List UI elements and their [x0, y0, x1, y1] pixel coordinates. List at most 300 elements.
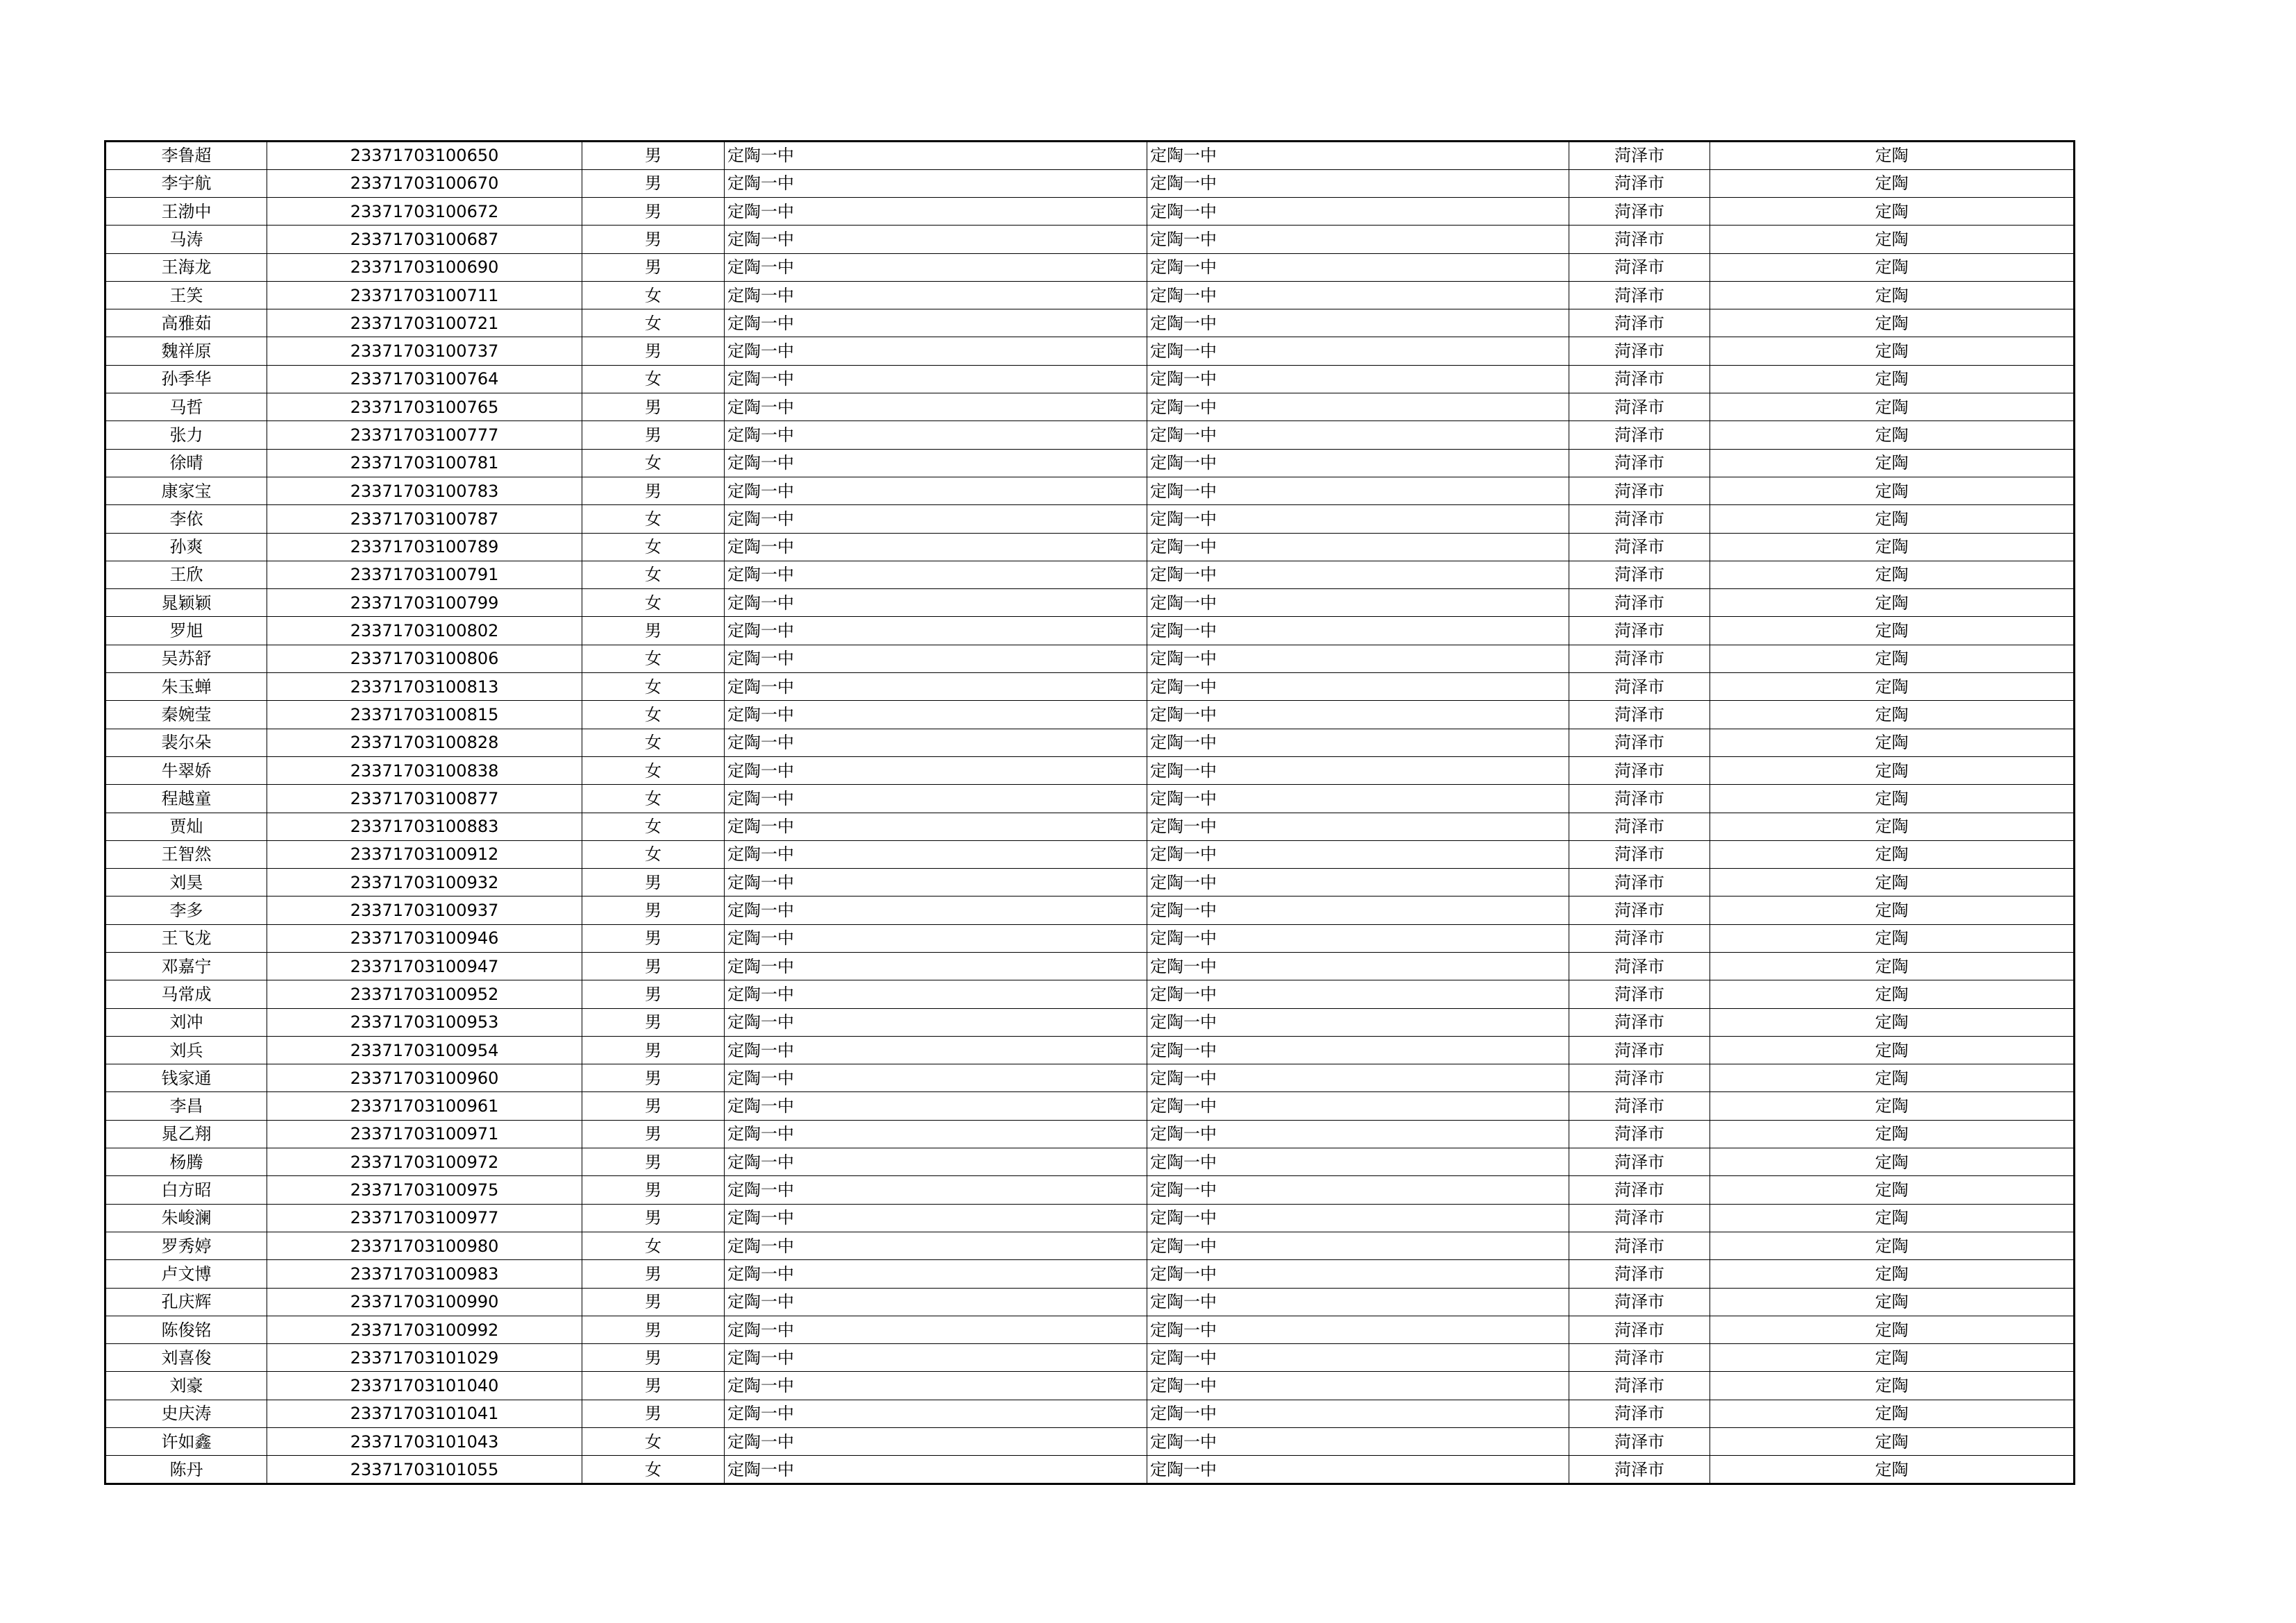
table-row	[105, 1316, 2075, 1343]
gender-cell: 女	[582, 533, 725, 561]
gender-cell: 男	[582, 1260, 725, 1288]
registered-school-cell: 定陶一中	[1147, 561, 1569, 588]
county-cell: 定陶	[1710, 253, 2075, 281]
city-cell: 菏泽市	[1569, 1260, 1710, 1288]
county-cell: 定陶	[1710, 1456, 2075, 1484]
gender-cell: 女	[582, 673, 725, 701]
name-cell: 朱峻澜	[105, 1204, 267, 1232]
school-cell: 定陶一中	[725, 142, 1147, 170]
county-cell: 定陶	[1710, 589, 2075, 617]
exam-id-cell: 23371703101055	[267, 1456, 582, 1484]
county-cell: 定陶	[1710, 1400, 2075, 1427]
city-cell: 菏泽市	[1569, 226, 1710, 253]
gender-cell: 男	[582, 1064, 725, 1092]
table-row	[105, 701, 2075, 729]
registered-school-cell: 定陶一中	[1147, 729, 1569, 756]
exam-id-cell: 23371703100813	[267, 673, 582, 701]
school-cell: 定陶一中	[725, 1288, 1147, 1316]
city-cell: 菏泽市	[1569, 1428, 1710, 1456]
city-cell: 菏泽市	[1569, 253, 1710, 281]
county-cell: 定陶	[1710, 1092, 2075, 1120]
city-cell: 菏泽市	[1569, 953, 1710, 980]
county-cell: 定陶	[1710, 701, 2075, 729]
city-cell: 菏泽市	[1569, 1456, 1710, 1484]
exam-id-cell: 23371703100937	[267, 897, 582, 924]
county-cell: 定陶	[1710, 169, 2075, 197]
registered-school-cell: 定陶一中	[1147, 953, 1569, 980]
county-cell: 定陶	[1710, 337, 2075, 365]
name-cell: 王欣	[105, 561, 267, 588]
registered-school-cell: 定陶一中	[1147, 477, 1569, 504]
city-cell: 菏泽市	[1569, 1036, 1710, 1064]
name-cell: 陈俊铭	[105, 1316, 267, 1343]
table-row	[105, 1232, 2075, 1259]
county-cell: 定陶	[1710, 477, 2075, 504]
county-cell: 定陶	[1710, 617, 2075, 645]
city-cell: 菏泽市	[1569, 701, 1710, 729]
table-row	[105, 337, 2075, 365]
exam-id-cell: 23371703100802	[267, 617, 582, 645]
gender-cell: 男	[582, 617, 725, 645]
gender-cell: 男	[582, 1344, 725, 1372]
school-cell: 定陶一中	[725, 980, 1147, 1008]
county-cell: 定陶	[1710, 980, 2075, 1008]
gender-cell: 男	[582, 142, 725, 170]
city-cell: 菏泽市	[1569, 645, 1710, 672]
table-row	[105, 281, 2075, 309]
city-cell: 菏泽市	[1569, 1372, 1710, 1400]
county-cell: 定陶	[1710, 729, 2075, 756]
county-cell: 定陶	[1710, 226, 2075, 253]
registered-school-cell: 定陶一中	[1147, 1316, 1569, 1343]
table-row	[105, 1288, 2075, 1316]
table-row	[105, 953, 2075, 980]
exam-id-cell: 23371703100992	[267, 1316, 582, 1343]
city-cell: 菏泽市	[1569, 421, 1710, 449]
table-row	[105, 393, 2075, 421]
exam-id-cell: 23371703100764	[267, 365, 582, 393]
exam-id-cell: 23371703100961	[267, 1092, 582, 1120]
registered-school-cell: 定陶一中	[1147, 1008, 1569, 1036]
school-cell: 定陶一中	[725, 589, 1147, 617]
school-cell: 定陶一中	[725, 701, 1147, 729]
exam-id-cell: 23371703100791	[267, 561, 582, 588]
registered-school-cell: 定陶一中	[1147, 1400, 1569, 1427]
table-row	[105, 673, 2075, 701]
name-cell: 晁乙翔	[105, 1120, 267, 1148]
name-cell: 秦婉莹	[105, 701, 267, 729]
name-cell: 刘兵	[105, 1036, 267, 1064]
exam-id-cell: 23371703100971	[267, 1120, 582, 1148]
exam-id-cell: 23371703100977	[267, 1204, 582, 1232]
registered-school-cell: 定陶一中	[1147, 449, 1569, 477]
school-cell: 定陶一中	[725, 953, 1147, 980]
name-cell: 李多	[105, 897, 267, 924]
exam-id-cell: 23371703100972	[267, 1148, 582, 1176]
gender-cell: 女	[582, 505, 725, 533]
registered-school-cell: 定陶一中	[1147, 1260, 1569, 1288]
name-cell: 王海龙	[105, 253, 267, 281]
registered-school-cell: 定陶一中	[1147, 365, 1569, 393]
school-cell: 定陶一中	[725, 785, 1147, 813]
exam-id-cell: 23371703100672	[267, 197, 582, 225]
school-cell: 定陶一中	[725, 673, 1147, 701]
school-cell: 定陶一中	[725, 253, 1147, 281]
county-cell: 定陶	[1710, 533, 2075, 561]
gender-cell: 男	[582, 1176, 725, 1204]
county-cell: 定陶	[1710, 1288, 2075, 1316]
registered-school-cell: 定陶一中	[1147, 673, 1569, 701]
name-cell: 孙爽	[105, 533, 267, 561]
registered-school-cell: 定陶一中	[1147, 1064, 1569, 1092]
table-row	[105, 617, 2075, 645]
name-cell: 李依	[105, 505, 267, 533]
registered-school-cell: 定陶一中	[1147, 924, 1569, 952]
school-cell: 定陶一中	[725, 756, 1147, 784]
table-row	[105, 1008, 2075, 1036]
gender-cell: 女	[582, 1456, 725, 1484]
county-cell: 定陶	[1710, 645, 2075, 672]
city-cell: 菏泽市	[1569, 309, 1710, 337]
gender-cell: 女	[582, 281, 725, 309]
city-cell: 菏泽市	[1569, 756, 1710, 784]
gender-cell: 男	[582, 924, 725, 952]
gender-cell: 女	[582, 365, 725, 393]
gender-cell: 男	[582, 980, 725, 1008]
school-cell: 定陶一中	[725, 1148, 1147, 1176]
name-cell: 吴苏舒	[105, 645, 267, 672]
county-cell: 定陶	[1710, 1008, 2075, 1036]
school-cell: 定陶一中	[725, 1176, 1147, 1204]
school-cell: 定陶一中	[725, 365, 1147, 393]
registered-school-cell: 定陶一中	[1147, 617, 1569, 645]
school-cell: 定陶一中	[725, 1456, 1147, 1484]
county-cell: 定陶	[1710, 953, 2075, 980]
county-cell: 定陶	[1710, 309, 2075, 337]
student-table	[104, 140, 2075, 1485]
county-cell: 定陶	[1710, 1372, 2075, 1400]
county-cell: 定陶	[1710, 1036, 2075, 1064]
table-row	[105, 561, 2075, 588]
registered-school-cell: 定陶一中	[1147, 645, 1569, 672]
gender-cell: 男	[582, 897, 725, 924]
name-cell: 杨腾	[105, 1148, 267, 1176]
gender-cell: 女	[582, 701, 725, 729]
county-cell: 定陶	[1710, 897, 2075, 924]
city-cell: 菏泽市	[1569, 1176, 1710, 1204]
city-cell: 菏泽市	[1569, 1120, 1710, 1148]
name-cell: 孙季华	[105, 365, 267, 393]
city-cell: 菏泽市	[1569, 813, 1710, 840]
gender-cell: 女	[582, 785, 725, 813]
county-cell: 定陶	[1710, 1148, 2075, 1176]
school-cell: 定陶一中	[725, 1008, 1147, 1036]
county-cell: 定陶	[1710, 1260, 2075, 1288]
exam-id-cell: 23371703100983	[267, 1260, 582, 1288]
exam-id-cell: 23371703100687	[267, 226, 582, 253]
name-cell: 邓嘉宁	[105, 953, 267, 980]
gender-cell: 男	[582, 1036, 725, 1064]
table-row	[105, 840, 2075, 868]
school-cell: 定陶一中	[725, 1428, 1147, 1456]
school-cell: 定陶一中	[725, 869, 1147, 897]
name-cell: 贾灿	[105, 813, 267, 840]
school-cell: 定陶一中	[725, 1316, 1147, 1343]
gender-cell: 男	[582, 169, 725, 197]
gender-cell: 男	[582, 421, 725, 449]
registered-school-cell: 定陶一中	[1147, 337, 1569, 365]
registered-school-cell: 定陶一中	[1147, 1176, 1569, 1204]
city-cell: 菏泽市	[1569, 1288, 1710, 1316]
gender-cell: 男	[582, 1120, 725, 1148]
table-row	[105, 1176, 2075, 1204]
name-cell: 朱玉蝉	[105, 673, 267, 701]
school-cell: 定陶一中	[725, 337, 1147, 365]
county-cell: 定陶	[1710, 756, 2075, 784]
name-cell: 马涛	[105, 226, 267, 253]
city-cell: 菏泽市	[1569, 169, 1710, 197]
county-cell: 定陶	[1710, 449, 2075, 477]
table-row	[105, 1260, 2075, 1288]
city-cell: 菏泽市	[1569, 673, 1710, 701]
city-cell: 菏泽市	[1569, 785, 1710, 813]
city-cell: 菏泽市	[1569, 365, 1710, 393]
county-cell: 定陶	[1710, 393, 2075, 421]
registered-school-cell: 定陶一中	[1147, 897, 1569, 924]
county-cell: 定陶	[1710, 561, 2075, 588]
table-row	[105, 1092, 2075, 1120]
table-row	[105, 813, 2075, 840]
registered-school-cell: 定陶一中	[1147, 813, 1569, 840]
gender-cell: 男	[582, 1316, 725, 1343]
school-cell: 定陶一中	[725, 505, 1147, 533]
registered-school-cell: 定陶一中	[1147, 1344, 1569, 1372]
registered-school-cell: 定陶一中	[1147, 589, 1569, 617]
registered-school-cell: 定陶一中	[1147, 840, 1569, 868]
registered-school-cell: 定陶一中	[1147, 1232, 1569, 1259]
city-cell: 菏泽市	[1569, 589, 1710, 617]
name-cell: 刘冲	[105, 1008, 267, 1036]
school-cell: 定陶一中	[725, 421, 1147, 449]
county-cell: 定陶	[1710, 1064, 2075, 1092]
school-cell: 定陶一中	[725, 645, 1147, 672]
name-cell: 魏祥原	[105, 337, 267, 365]
table-row	[105, 1456, 2075, 1484]
exam-id-cell: 23371703100953	[267, 1008, 582, 1036]
registered-school-cell: 定陶一中	[1147, 1428, 1569, 1456]
exam-id-cell: 23371703100960	[267, 1064, 582, 1092]
table-row	[105, 897, 2075, 924]
name-cell: 许如鑫	[105, 1428, 267, 1456]
school-cell: 定陶一中	[725, 1064, 1147, 1092]
exam-id-cell: 23371703100806	[267, 645, 582, 672]
exam-id-cell: 23371703100670	[267, 169, 582, 197]
registered-school-cell: 定陶一中	[1147, 142, 1569, 170]
name-cell: 李昌	[105, 1092, 267, 1120]
county-cell: 定陶	[1710, 840, 2075, 868]
gender-cell: 男	[582, 1400, 725, 1427]
registered-school-cell: 定陶一中	[1147, 1092, 1569, 1120]
name-cell: 徐晴	[105, 449, 267, 477]
name-cell: 罗秀婷	[105, 1232, 267, 1259]
exam-id-cell: 23371703100815	[267, 701, 582, 729]
city-cell: 菏泽市	[1569, 477, 1710, 504]
registered-school-cell: 定陶一中	[1147, 505, 1569, 533]
exam-id-cell: 23371703100954	[267, 1036, 582, 1064]
gender-cell: 男	[582, 337, 725, 365]
registered-school-cell: 定陶一中	[1147, 1288, 1569, 1316]
county-cell: 定陶	[1710, 813, 2075, 840]
name-cell: 白方昭	[105, 1176, 267, 1204]
city-cell: 菏泽市	[1569, 1148, 1710, 1176]
name-cell: 裴尔朵	[105, 729, 267, 756]
county-cell: 定陶	[1710, 1428, 2075, 1456]
school-cell: 定陶一中	[725, 897, 1147, 924]
school-cell: 定陶一中	[725, 617, 1147, 645]
table-row	[105, 589, 2075, 617]
gender-cell: 男	[582, 253, 725, 281]
registered-school-cell: 定陶一中	[1147, 980, 1569, 1008]
county-cell: 定陶	[1710, 1204, 2075, 1232]
exam-id-cell: 23371703100952	[267, 980, 582, 1008]
gender-cell: 男	[582, 197, 725, 225]
gender-cell: 男	[582, 477, 725, 504]
exam-id-cell: 23371703100737	[267, 337, 582, 365]
table-row	[105, 1372, 2075, 1400]
school-cell: 定陶一中	[725, 729, 1147, 756]
exam-id-cell: 23371703100711	[267, 281, 582, 309]
name-cell: 王飞龙	[105, 924, 267, 952]
school-cell: 定陶一中	[725, 533, 1147, 561]
registered-school-cell: 定陶一中	[1147, 253, 1569, 281]
city-cell: 菏泽市	[1569, 197, 1710, 225]
table-row	[105, 1036, 2075, 1064]
school-cell: 定陶一中	[725, 1372, 1147, 1400]
school-cell: 定陶一中	[725, 197, 1147, 225]
city-cell: 菏泽市	[1569, 449, 1710, 477]
registered-school-cell: 定陶一中	[1147, 1204, 1569, 1232]
registered-school-cell: 定陶一中	[1147, 756, 1569, 784]
gender-cell: 女	[582, 589, 725, 617]
gender-cell: 女	[582, 1232, 725, 1259]
name-cell: 罗旭	[105, 617, 267, 645]
registered-school-cell: 定陶一中	[1147, 281, 1569, 309]
school-cell: 定陶一中	[725, 449, 1147, 477]
name-cell: 马哲	[105, 393, 267, 421]
registered-school-cell: 定陶一中	[1147, 869, 1569, 897]
county-cell: 定陶	[1710, 785, 2075, 813]
school-cell: 定陶一中	[725, 1344, 1147, 1372]
registered-school-cell: 定陶一中	[1147, 785, 1569, 813]
county-cell: 定陶	[1710, 1176, 2075, 1204]
name-cell: 陈丹	[105, 1456, 267, 1484]
school-cell: 定陶一中	[725, 1400, 1147, 1427]
exam-id-cell: 23371703100838	[267, 756, 582, 784]
city-cell: 菏泽市	[1569, 1344, 1710, 1372]
school-cell: 定陶一中	[725, 169, 1147, 197]
exam-id-cell: 23371703100883	[267, 813, 582, 840]
exam-id-cell: 23371703100947	[267, 953, 582, 980]
registered-school-cell: 定陶一中	[1147, 1372, 1569, 1400]
exam-id-cell: 23371703100781	[267, 449, 582, 477]
city-cell: 菏泽市	[1569, 1400, 1710, 1427]
registered-school-cell: 定陶一中	[1147, 226, 1569, 253]
gender-cell: 男	[582, 393, 725, 421]
registered-school-cell: 定陶一中	[1147, 533, 1569, 561]
exam-id-cell: 23371703100975	[267, 1176, 582, 1204]
table-row	[105, 645, 2075, 672]
name-cell: 王渤中	[105, 197, 267, 225]
exam-id-cell: 23371703100650	[267, 142, 582, 170]
table-row	[105, 169, 2075, 197]
name-cell: 程越童	[105, 785, 267, 813]
table-row	[105, 253, 2075, 281]
school-cell: 定陶一中	[725, 813, 1147, 840]
table-row	[105, 449, 2075, 477]
gender-cell: 男	[582, 1288, 725, 1316]
name-cell: 高雅茹	[105, 309, 267, 337]
table-row	[105, 1204, 2075, 1232]
school-cell: 定陶一中	[725, 226, 1147, 253]
gender-cell: 女	[582, 645, 725, 672]
registered-school-cell: 定陶一中	[1147, 701, 1569, 729]
city-cell: 菏泽市	[1569, 533, 1710, 561]
gender-cell: 女	[582, 449, 725, 477]
registered-school-cell: 定陶一中	[1147, 1456, 1569, 1484]
county-cell: 定陶	[1710, 1120, 2075, 1148]
registered-school-cell: 定陶一中	[1147, 1120, 1569, 1148]
exam-id-cell: 23371703100828	[267, 729, 582, 756]
exam-id-cell: 23371703100980	[267, 1232, 582, 1259]
table-row	[105, 1064, 2075, 1092]
exam-id-cell: 23371703100946	[267, 924, 582, 952]
city-cell: 菏泽市	[1569, 281, 1710, 309]
county-cell: 定陶	[1710, 142, 2075, 170]
exam-id-cell: 23371703100877	[267, 785, 582, 813]
table-row	[105, 869, 2075, 897]
gender-cell: 男	[582, 1372, 725, 1400]
gender-cell: 男	[582, 869, 725, 897]
city-cell: 菏泽市	[1569, 1092, 1710, 1120]
county-cell: 定陶	[1710, 924, 2075, 952]
name-cell: 康家宝	[105, 477, 267, 504]
county-cell: 定陶	[1710, 1316, 2075, 1343]
school-cell: 定陶一中	[725, 1232, 1147, 1259]
school-cell: 定陶一中	[725, 1204, 1147, 1232]
city-cell: 菏泽市	[1569, 561, 1710, 588]
registered-school-cell: 定陶一中	[1147, 309, 1569, 337]
name-cell: 刘豪	[105, 1372, 267, 1400]
county-cell: 定陶	[1710, 505, 2075, 533]
exam-id-cell: 23371703101029	[267, 1344, 582, 1372]
gender-cell: 男	[582, 1092, 725, 1120]
school-cell: 定陶一中	[725, 393, 1147, 421]
city-cell: 菏泽市	[1569, 980, 1710, 1008]
registered-school-cell: 定陶一中	[1147, 169, 1569, 197]
table-row	[105, 729, 2075, 756]
table-row	[105, 505, 2075, 533]
exam-id-cell: 23371703100787	[267, 505, 582, 533]
table-row	[105, 756, 2075, 784]
table-body	[105, 142, 2075, 1484]
county-cell: 定陶	[1710, 869, 2075, 897]
county-cell: 定陶	[1710, 1344, 2075, 1372]
name-cell: 卢文博	[105, 1260, 267, 1288]
name-cell: 王笑	[105, 281, 267, 309]
registered-school-cell: 定陶一中	[1147, 1148, 1569, 1176]
exam-id-cell: 23371703100799	[267, 589, 582, 617]
city-cell: 菏泽市	[1569, 897, 1710, 924]
